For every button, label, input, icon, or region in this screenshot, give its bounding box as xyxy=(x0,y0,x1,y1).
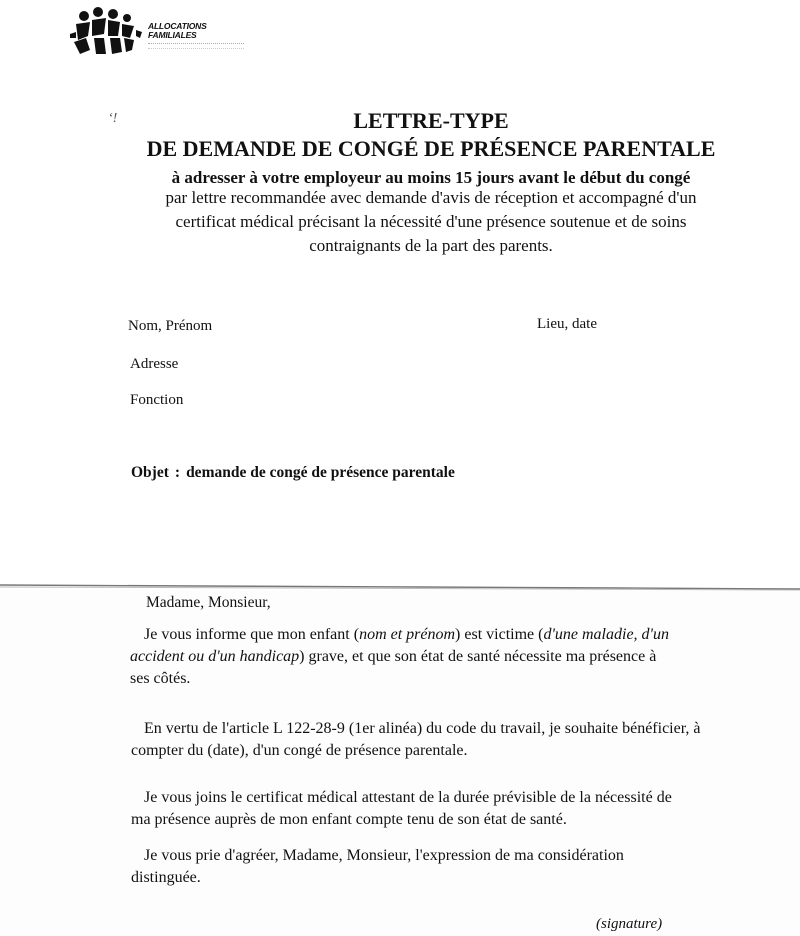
place-date-field: Lieu, date xyxy=(537,316,597,332)
instruction-line-2: par lettre recommandée avec demande d'avis de réception et accompagné d'un xyxy=(165,188,697,207)
subject-separator: : xyxy=(174,464,181,481)
sender-address-field: Adresse xyxy=(130,356,179,372)
instruction-line-3: certificat médical précisant la nécessité d'une présence soutenue et de soins xyxy=(175,212,687,231)
sender-function-field: Fonction xyxy=(130,392,184,408)
document-title: LETTRE-TYPE xyxy=(353,108,509,133)
subject-text: demande de congé de présence parentale xyxy=(186,464,455,481)
salutation: Madame, Monsieur, xyxy=(146,594,271,611)
signature-placeholder: (signature) xyxy=(596,916,663,932)
logo-wordmark: ALLOCATIONS FAMILIALES xyxy=(148,21,207,40)
sender-name-field: Nom, Prénom xyxy=(128,318,213,334)
paragraph-medical-certificate: Je vous joins le certificat médical attestant de la durée prévisible de la nécessité de ma présence auprès de mon enfant compte tenu de son état de santé. xyxy=(131,789,672,828)
paragraph-child-condition: Je vous informe que mon enfant (nom et prénom) est victime (d'une maladie, d'un accident ou d'un handicap) grave, et que son état de santé nécessite ma présence à ses côtés. xyxy=(130,626,669,687)
paragraph-closing: Je vous prie d'agréer, Madame, Monsieur, l'expression de ma considération distinguée. xyxy=(131,847,624,886)
instruction-line-4: contraignants de la part des parents. xyxy=(309,236,553,255)
subject-label: Objet xyxy=(131,464,169,481)
document-subtitle: DE DEMANDE DE CONGÉ DE PRÉSENCE PARENTALE xyxy=(146,136,716,161)
paragraph-legal-basis: En vertu de l'article L 122-28-9 (1er alinéa) du code du travail, je souhaite bénéficier, à compter du (date), d'un congé de présence parentale. xyxy=(131,720,701,759)
instruction-line-1: à adresser à votre employeur au moins 15 jours avant le début du congé xyxy=(171,168,691,187)
family-logo-icon xyxy=(68,6,146,58)
page-fold-line xyxy=(0,583,800,591)
logo-underline xyxy=(148,43,244,49)
margin-mark: ʻ! xyxy=(108,111,118,126)
letter-subject xyxy=(131,464,455,482)
caf-logo xyxy=(68,6,258,58)
